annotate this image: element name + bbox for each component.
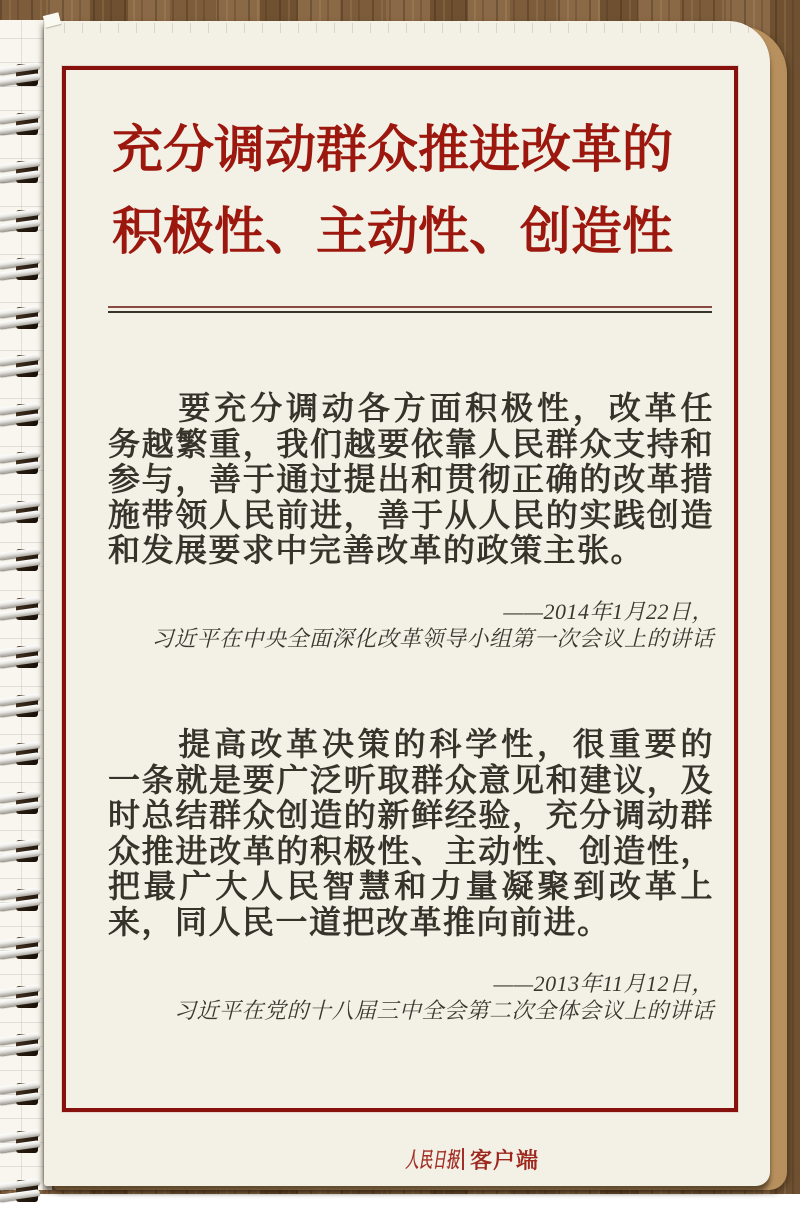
spiral-coil — [0, 499, 42, 526]
quote-attribution-2 — [108, 970, 714, 1024]
attribution-date-1: ——2014年1月22日， — [503, 599, 714, 624]
spiral-coil — [0, 887, 42, 914]
quote-paragraph-2: 提高改革决策的科学性，很重要的一条就是要广泛听取群众意见和建议，及时总结群众创造的新鲜经验，充分调动群众推进改革的积极性、主动性、创造性，把最广大人民智慧和力量凝聚到改革上来，同人民一道把改革推向前进。 — [108, 726, 714, 940]
spiral-coil — [0, 159, 42, 186]
spiral-coil — [0, 935, 42, 962]
spiral-coil — [0, 838, 42, 865]
spiral-coil — [0, 1129, 42, 1156]
spiral-binding — [0, 0, 52, 1194]
spiral-coil — [0, 111, 42, 138]
attribution-source-1: 习近平在中央全面深化改革领导小组第一次会议上的讲话 — [151, 626, 714, 651]
title-divider-rule — [108, 306, 712, 313]
spiral-coil — [0, 644, 42, 671]
spiral-coil — [0, 1032, 42, 1059]
client-app-label: 客户端 — [470, 1147, 540, 1173]
title-line-1: 充分调动群众推进改革的 — [112, 123, 674, 179]
poster-title — [112, 110, 712, 274]
spiral-coil — [0, 208, 42, 235]
decorative-red-frame — [62, 66, 738, 1112]
spiral-coil — [0, 1178, 42, 1205]
quote-paragraph-1: 要充分调动各方面积极性，改革任务越繁重，我们越要依靠人民群众支持和参与，善于通过提出和贯彻正确的改革措施带领人民前进，善于从人民的实践创造和发展要求中完善改革的政策主张。 — [108, 390, 714, 568]
spiral-coil — [0, 790, 42, 817]
attribution-date-2: ——2013年11月12日， — [493, 971, 714, 996]
spiral-coil — [0, 305, 42, 332]
spiral-coil — [0, 402, 42, 429]
spiral-coil — [0, 741, 42, 768]
attribution-source-2: 习近平在党的十八届三中全会第二次全体会议上的讲话 — [173, 998, 714, 1023]
spiral-coil — [0, 984, 42, 1011]
spiral-coil — [0, 450, 42, 477]
spiral-coil — [0, 353, 42, 380]
spiral-coil — [0, 256, 42, 283]
peoples-daily-calligraphy-logo: 人民日报 — [405, 1148, 460, 1172]
spiral-coil — [0, 62, 42, 89]
page-edge-tick-marks — [64, 23, 754, 33]
title-line-2: 积极性、主动性、创造性 — [112, 205, 674, 261]
spiral-coil — [0, 547, 42, 574]
logo-divider-bar — [462, 1148, 464, 1170]
spiral-coil — [0, 596, 42, 623]
spiral-coil — [0, 1081, 42, 1108]
spiral-coil — [0, 693, 42, 720]
footer-brand-logo — [372, 1144, 539, 1174]
quote-attribution-1 — [108, 598, 714, 652]
